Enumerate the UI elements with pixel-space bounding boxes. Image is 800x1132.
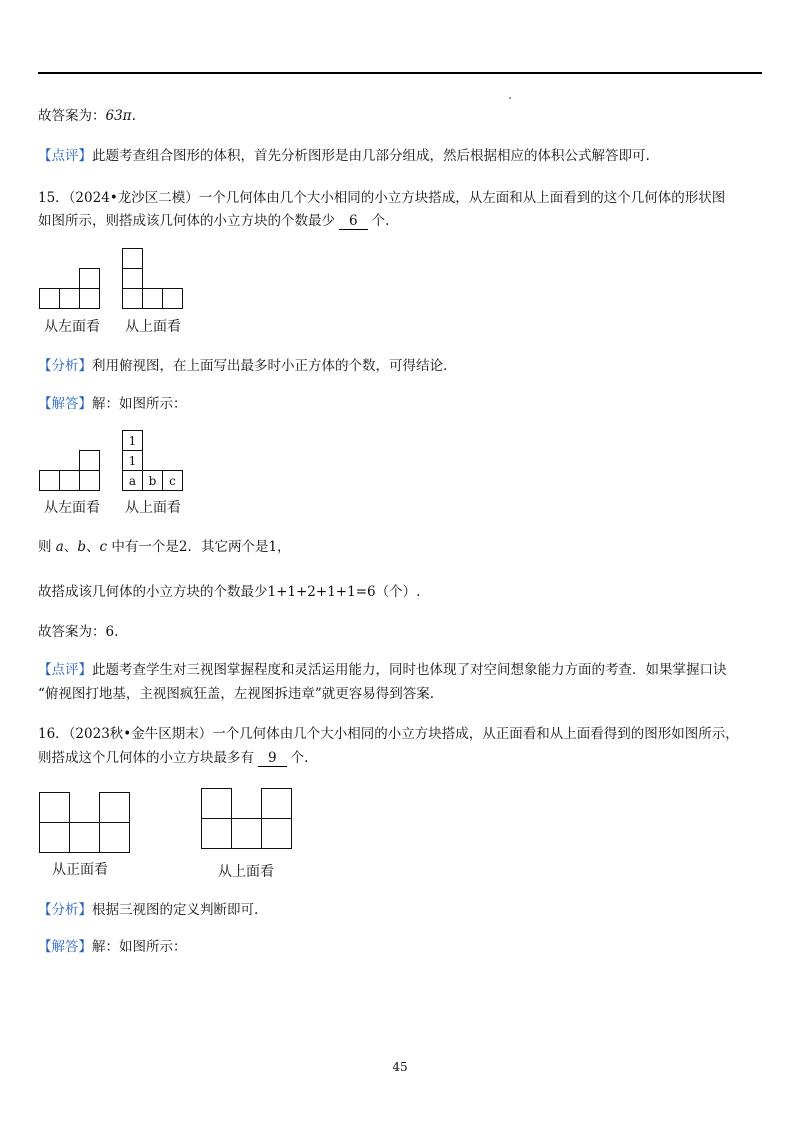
comment-15-line1: 【点评】此题考查学生对三视图掌握程度和灵活运用能力，同时也体现了对空间想象能力方面的考查．如果掌握口诀 xyxy=(38,662,727,678)
comment-14: 【点评】此题考查组合图形的体积，首先分析图形是由几部分组成，然后根据相应的体积公式解答即可. xyxy=(38,148,650,164)
page-number: 45 xyxy=(392,1060,408,1074)
solution-15-then: 则 a、b、c 中有一个是2．其它两个是1， xyxy=(38,539,291,555)
cube-cell xyxy=(99,792,130,823)
caption-top-view-16: 从上面看 xyxy=(218,864,274,880)
cube-cell xyxy=(79,470,100,491)
cube-cell xyxy=(59,470,80,491)
answer-line-63pi: 故答案为：63π. xyxy=(38,108,136,124)
question-15-line1: 15．（2024•龙沙区二模）一个几何体由几个大小相同的小立方块搭成，从左面和从上面看到的这个几何体的形状图 xyxy=(38,190,726,206)
analysis-15: 【分析】利用俯视图，在上面写出最多时小正方体的个数，可得结论. xyxy=(38,358,448,374)
answer-blank-16: 9 xyxy=(258,750,287,767)
cube-cell xyxy=(122,248,143,269)
cube-cell xyxy=(261,788,292,819)
cube-cell xyxy=(201,788,232,819)
cube-cell xyxy=(39,792,70,823)
caption-top-view-15: 从上面看 xyxy=(125,319,181,335)
cube-cell xyxy=(122,288,143,309)
stray-dot xyxy=(509,97,511,99)
comment-tag: 【点评】 xyxy=(38,148,92,164)
question-16-line1: 16．（2023秋•金牛区期末）一个几何体由几个大小相同的小立方块搭成，从正面看和从上面看得到的图形如图所示， xyxy=(38,726,739,742)
cube-cell-label: 1 xyxy=(122,450,143,471)
cube-cell xyxy=(142,288,163,309)
header-rule xyxy=(38,72,762,74)
cube-cell xyxy=(261,818,292,849)
cube-cell xyxy=(69,822,100,853)
cube-cell xyxy=(59,288,80,309)
caption-front-view-16: 从正面看 xyxy=(52,862,108,878)
comment-15-line2: “俯视图打地基，主视图疯狂盖，左视图拆违章”就更容易得到答案. xyxy=(38,686,435,702)
cube-cell-label: c xyxy=(162,470,183,491)
cube-cell-label: 1 xyxy=(122,430,143,451)
cube-cell xyxy=(39,288,60,309)
cube-cell-label: a xyxy=(122,470,143,491)
caption-left-view-15-solution: 从左面看 xyxy=(44,500,100,516)
cube-cell xyxy=(79,268,100,289)
question-15-line2: 如图所示，则搭成该几何体的小立方块的个数最少 6 个. xyxy=(38,213,390,229)
caption-left-view-15: 从左面看 xyxy=(44,319,100,335)
answer-blank-15: 6 xyxy=(339,213,368,230)
cube-cell xyxy=(79,450,100,471)
caption-top-view-15-solution: 从上面看 xyxy=(125,500,181,516)
cube-cell-label: b xyxy=(142,470,163,491)
solution-15-intro: 【解答】解：如图所示： xyxy=(38,396,187,412)
equation: 1+1+2+1+1=6 xyxy=(267,584,376,600)
solution-15-so: 故搭成该几何体的小立方块的个数最少1+1+2+1+1=6（个）. xyxy=(38,584,421,600)
cube-cell xyxy=(39,822,70,853)
cube-cell xyxy=(39,470,60,491)
cube-cell xyxy=(122,268,143,289)
cube-cell xyxy=(231,818,262,849)
question-16-line2: 则搭成这个几何体的小立方块最多有 9 个. xyxy=(38,750,309,766)
cube-cell xyxy=(201,818,232,849)
cube-cell xyxy=(162,288,183,309)
solution-15-final: 故答案为：6. xyxy=(38,624,119,640)
analysis-16: 【分析】根据三视图的定义判断即可. xyxy=(38,902,259,918)
solution-16-intro: 【解答】解：如图所示： xyxy=(38,939,187,955)
cube-cell xyxy=(79,288,100,309)
cube-cell xyxy=(99,822,130,853)
